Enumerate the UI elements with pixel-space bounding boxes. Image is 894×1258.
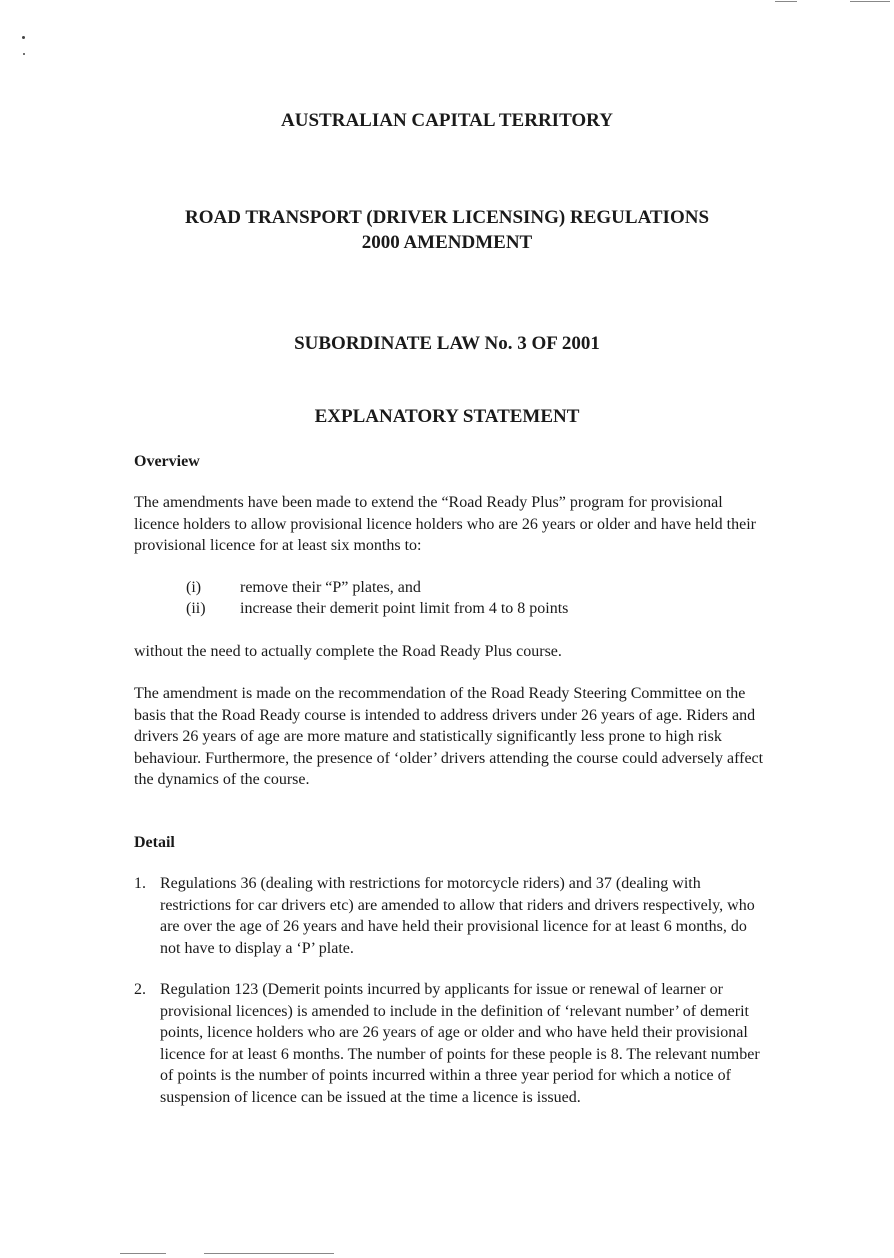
regulations-heading [0,205,894,255]
list-item [186,577,746,598]
scan-mark [22,36,25,39]
regulations-heading-line2: 2000 AMENDMENT [361,232,533,253]
subordinate-law-heading: SUBORDINATE LAW No. 3 OF 2001 [294,333,600,354]
list-item-text: increase their demerit point limit from 4 to 8 points [240,600,569,617]
list-item-text: Regulation 123 (Demerit points incurred by applicants for issue or renewal of learner or provisional licences) is amended to include in the definition of ‘relevant number’ of demerit points, licence holders who are 26 years of age or older and who have held their provisional licence for at least 6 months. The number of points for these people is 8. The relevant number of points is the number of points incurred within a three year period for which a notice of suspension of licence can be issued at the time a licence is issued. [160,981,760,1106]
recommendation-paragraph: The amendment is made on the recommendation of the Road Ready Steering Committee on the basis that the Road Ready course is intended to address drivers under 26 years of age. Riders and drivers 26 years of age are more mature and statistically significantly less prone to high risk behaviour. Furthermore, the presence of ‘older’ drivers attending the course could adversely affect the dynamics of the course. [134,685,764,788]
detail-item-1 [134,873,764,959]
overview-label: Overview [134,453,200,470]
list-item-text: remove their “P” plates, and [240,579,421,596]
overview-list [186,577,746,619]
detail-label: Detail [134,834,175,851]
list-marker: (ii) [186,600,206,617]
list-marker: 1. [134,875,146,892]
overview-intro-paragraph: The amendments have been made to extend the “Road Ready Plus” program for provisional licence holders to allow provisional licence holders who are 26 years or older and have held their provisional licence for at least six months to: [134,494,756,554]
list-item [186,598,746,619]
scan-edge-line [775,1,797,2]
list-marker: (i) [186,579,202,596]
scan-mark [23,53,25,55]
scan-edge-line [204,1253,334,1254]
list-item [134,873,764,959]
explanatory-statement-heading: EXPLANATORY STATEMENT [314,406,580,427]
list-item [134,979,764,1108]
scan-edge-line [120,1253,166,1254]
list-marker: 2. [134,981,146,998]
regulations-heading-line1: ROAD TRANSPORT (DRIVER LICENSING) REGULATIONS [184,207,710,228]
territory-heading: AUSTRALIAN CAPITAL TERRITORY [281,110,613,131]
overview-without-paragraph: without the need to actually complete the Road Ready Plus course. [134,643,562,660]
list-item-text: Regulations 36 (dealing with restrictions for motorcycle riders) and 37 (dealing with restrictions for car drivers etc) are amended to allow that riders and drivers respectively, who are over the age of 26 years and have held their provisional licence for at least 6 months, do not have to display a ‘P’ plate. [160,875,755,957]
scan-edge-line [850,1,890,2]
detail-item-2 [134,979,764,1108]
